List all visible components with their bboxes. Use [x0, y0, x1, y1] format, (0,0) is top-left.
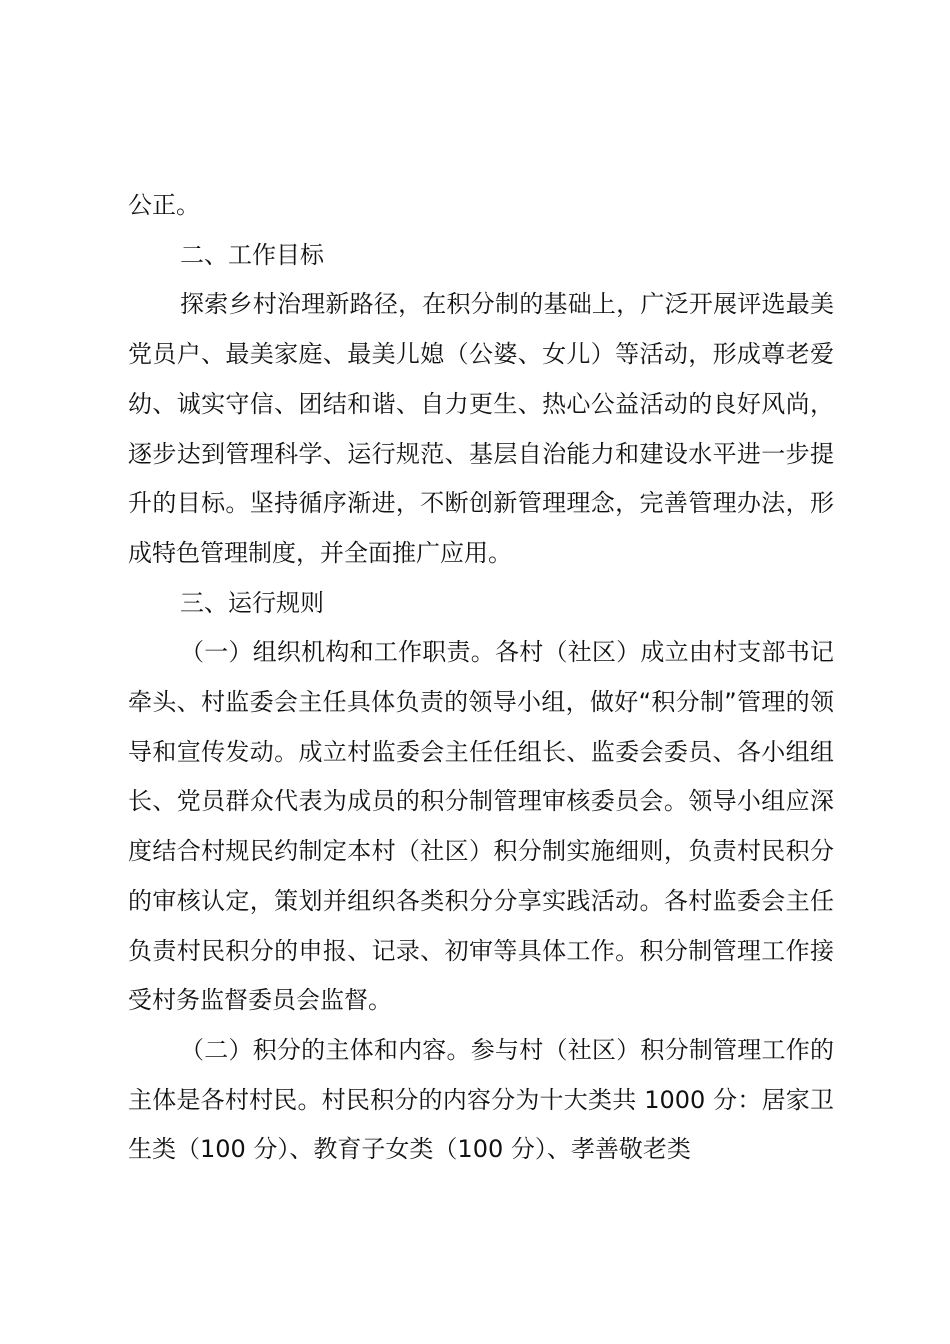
section-heading-goals: 二、工作目标: [180, 240, 324, 269]
paragraph-organization: （一）组织机构和工作职责。各村（社区）成立由村支部书记牵头、村监委会主任具体负责的领导小组，做好“积分制”管理的领导和宣传发动。成立村监委会主任任组长、监委会委员、各小组组长、党员群众代表为成员的积分制管理审核委员会。领导小组应深度结合村规民约制定本村（社区）积分制实施细则，负责村民积分的审核认定，策划并组织各类积分分享实践活动。各村监委会主任负责村民积分的申报、记录、初审等具体工作。积分制管理工作接受村务监督委员会监督。: [128, 638, 834, 1015]
paragraph-continuation: 公正。: [128, 191, 200, 219]
paragraph-goals: 探索乡村治理新路径，在积分制的基础上，广泛开展评选最美党员户、最美家庭、最美儿媳（公婆、女儿）等活动，形成尊老爱幼、诚实守信、团结和谐、自力更生、热心公益活动的良好风尚，逐步达到管理科学、运行规范、基层自治能力和建设水平进一步提升的目标。坚持循序渐进，不断创新管理理念，完善管理办法，形成特色管理制度，并全面推广应用。: [128, 290, 834, 567]
paragraph-points-content: （二）积分的主体和内容。参与村（社区）积分制管理工作的主体是各村村民。村民积分的内容分为十大类共 1000 分：居家卫生类（100 分）、教育子女类（100 分）、孝善敬老类: [128, 1035, 834, 1164]
document-body: [128, 181, 834, 1175]
section-heading-rules: 三、运行规则: [180, 588, 324, 617]
